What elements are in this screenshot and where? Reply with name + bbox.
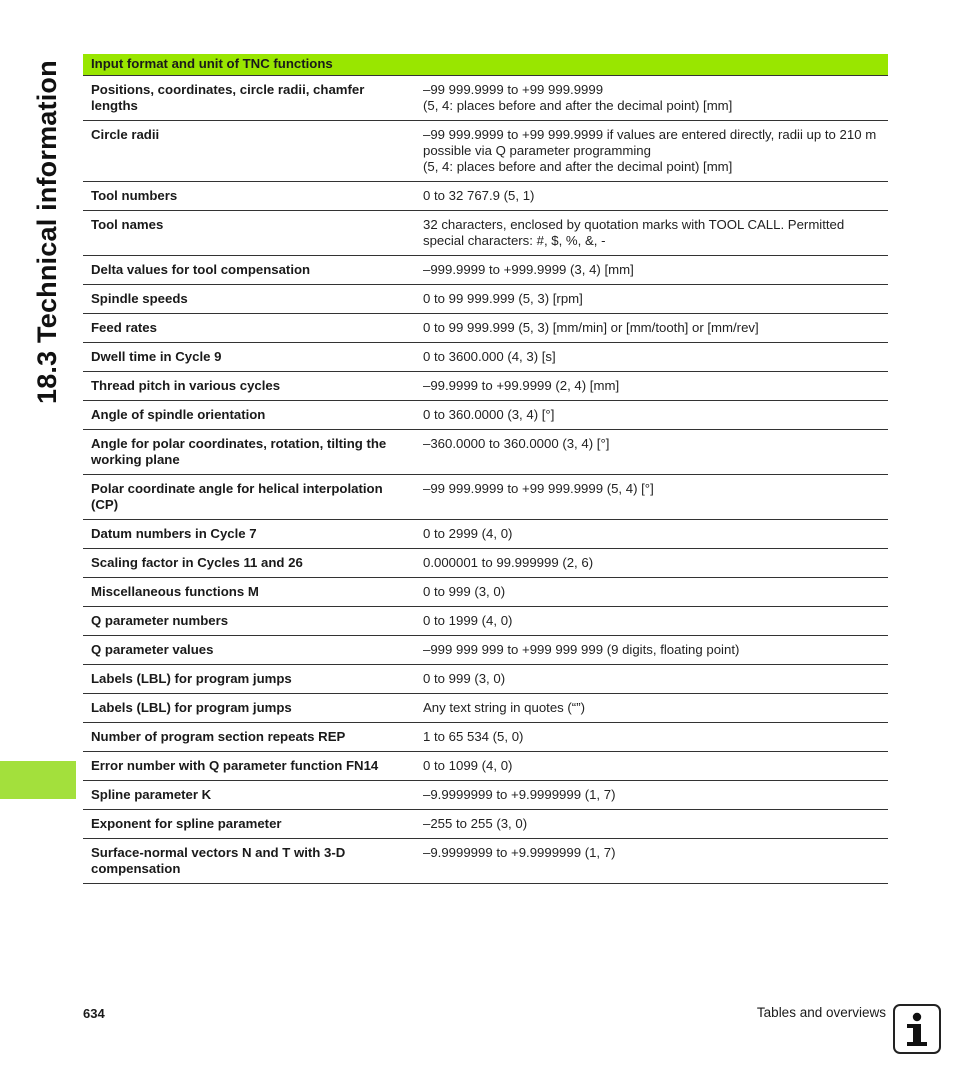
table-row: [83, 694, 888, 723]
table-body: [83, 76, 888, 884]
parameter-value: 1 to 65 534 (5, 0): [415, 723, 888, 752]
table-row: [83, 285, 888, 314]
parameter-name: Feed rates: [83, 314, 415, 343]
parameter-name: Dwell time in Cycle 9: [83, 343, 415, 372]
parameter-name: Spline parameter K: [83, 781, 415, 810]
table-row: [83, 121, 888, 182]
table-row: [83, 372, 888, 401]
parameter-value: –99 999.9999 to +99 999.9999 if values are entered directly, radii up to 210 m possible via Q parameter programming (5, 4: places before and after the decimal point) [mm]: [415, 121, 888, 182]
parameter-name: Tool names: [83, 211, 415, 256]
table-row: [83, 475, 888, 520]
parameter-value: –360.0000 to 360.0000 (3, 4) [°]: [415, 430, 888, 475]
section-title: 18.3 Technical information: [32, 60, 62, 404]
table-row: [83, 76, 888, 121]
parameter-value: 0 to 99 999.999 (5, 3) [mm/min] or [mm/tooth] or [mm/rev]: [415, 314, 888, 343]
table-row: [83, 607, 888, 636]
parameter-name: Q parameter numbers: [83, 607, 415, 636]
parameter-name: Miscellaneous functions M: [83, 578, 415, 607]
table-row: [83, 636, 888, 665]
parameter-name: Surface-normal vectors N and T with 3-D compensation: [83, 839, 415, 884]
parameter-name: Labels (LBL) for program jumps: [83, 694, 415, 723]
parameter-value: –99 999.9999 to +99 999.9999 (5, 4) [°]: [415, 475, 888, 520]
parameter-name: Number of program section repeats REP: [83, 723, 415, 752]
table-row: [83, 665, 888, 694]
parameter-name: Circle radii: [83, 121, 415, 182]
section-title-vertical: [26, 52, 66, 412]
table-row: [83, 430, 888, 475]
table-row: [83, 549, 888, 578]
parameter-value: 0 to 360.0000 (3, 4) [°]: [415, 401, 888, 430]
tnc-input-format-table: [83, 54, 888, 884]
info-icon: [893, 1004, 941, 1054]
parameter-value: 32 characters, enclosed by quotation marks with TOOL CALL. Permitted special characters: #, $, %, &, -: [415, 211, 888, 256]
table-row: [83, 401, 888, 430]
parameter-value: 0 to 999 (3, 0): [415, 578, 888, 607]
parameter-name: Delta values for tool compensation: [83, 256, 415, 285]
parameter-name: Exponent for spline parameter: [83, 810, 415, 839]
parameter-value: 0 to 999 (3, 0): [415, 665, 888, 694]
parameter-name: Datum numbers in Cycle 7: [83, 520, 415, 549]
table-row: [83, 752, 888, 781]
page-number: 634: [83, 1006, 105, 1021]
parameter-value: –255 to 255 (3, 0): [415, 810, 888, 839]
table-row: [83, 211, 888, 256]
table-row: [83, 839, 888, 884]
parameter-value: 0.000001 to 99.999999 (2, 6): [415, 549, 888, 578]
table-row: [83, 182, 888, 211]
table-row: [83, 781, 888, 810]
table-header: Input format and unit of TNC functions: [83, 54, 888, 76]
parameter-name: Angle of spindle orientation: [83, 401, 415, 430]
parameter-value: 0 to 1099 (4, 0): [415, 752, 888, 781]
parameter-name: Spindle speeds: [83, 285, 415, 314]
parameter-name: Labels (LBL) for program jumps: [83, 665, 415, 694]
table-header-row: [83, 54, 888, 76]
table-row: [83, 520, 888, 549]
parameter-value: 0 to 99 999.999 (5, 3) [rpm]: [415, 285, 888, 314]
parameter-name: Scaling factor in Cycles 11 and 26: [83, 549, 415, 578]
parameter-name: Angle for polar coordinates, rotation, tilting the working plane: [83, 430, 415, 475]
table-row: [83, 314, 888, 343]
parameter-value: –9.9999999 to +9.9999999 (1, 7): [415, 839, 888, 884]
parameter-name: Tool numbers: [83, 182, 415, 211]
parameter-value: –999 999 999 to +999 999 999 (9 digits, floating point): [415, 636, 888, 665]
parameter-name: Positions, coordinates, circle radii, chamfer lengths: [83, 76, 415, 121]
parameter-value: 0 to 1999 (4, 0): [415, 607, 888, 636]
table-row: [83, 256, 888, 285]
parameter-value: –9.9999999 to +9.9999999 (1, 7): [415, 781, 888, 810]
parameter-value: –99.9999 to +99.9999 (2, 4) [mm]: [415, 372, 888, 401]
parameter-name: Q parameter values: [83, 636, 415, 665]
table-row: [83, 343, 888, 372]
parameter-name: Polar coordinate angle for helical interpolation (CP): [83, 475, 415, 520]
parameter-name: Error number with Q parameter function FN14: [83, 752, 415, 781]
parameter-value: –999.9999 to +999.9999 (3, 4) [mm]: [415, 256, 888, 285]
parameter-value: 0 to 32 767.9 (5, 1): [415, 182, 888, 211]
chapter-tab-marker: [0, 761, 76, 799]
table-row: [83, 810, 888, 839]
parameter-name: Thread pitch in various cycles: [83, 372, 415, 401]
table-row: [83, 723, 888, 752]
parameter-value: 0 to 2999 (4, 0): [415, 520, 888, 549]
parameter-value: Any text string in quotes (“”): [415, 694, 888, 723]
parameter-value: –99 999.9999 to +99 999.9999 (5, 4: places before and after the decimal point) [mm]: [415, 76, 888, 121]
table-row: [83, 578, 888, 607]
footer-section-title: Tables and overviews: [756, 1005, 886, 1020]
parameter-value: 0 to 3600.000 (4, 3) [s]: [415, 343, 888, 372]
